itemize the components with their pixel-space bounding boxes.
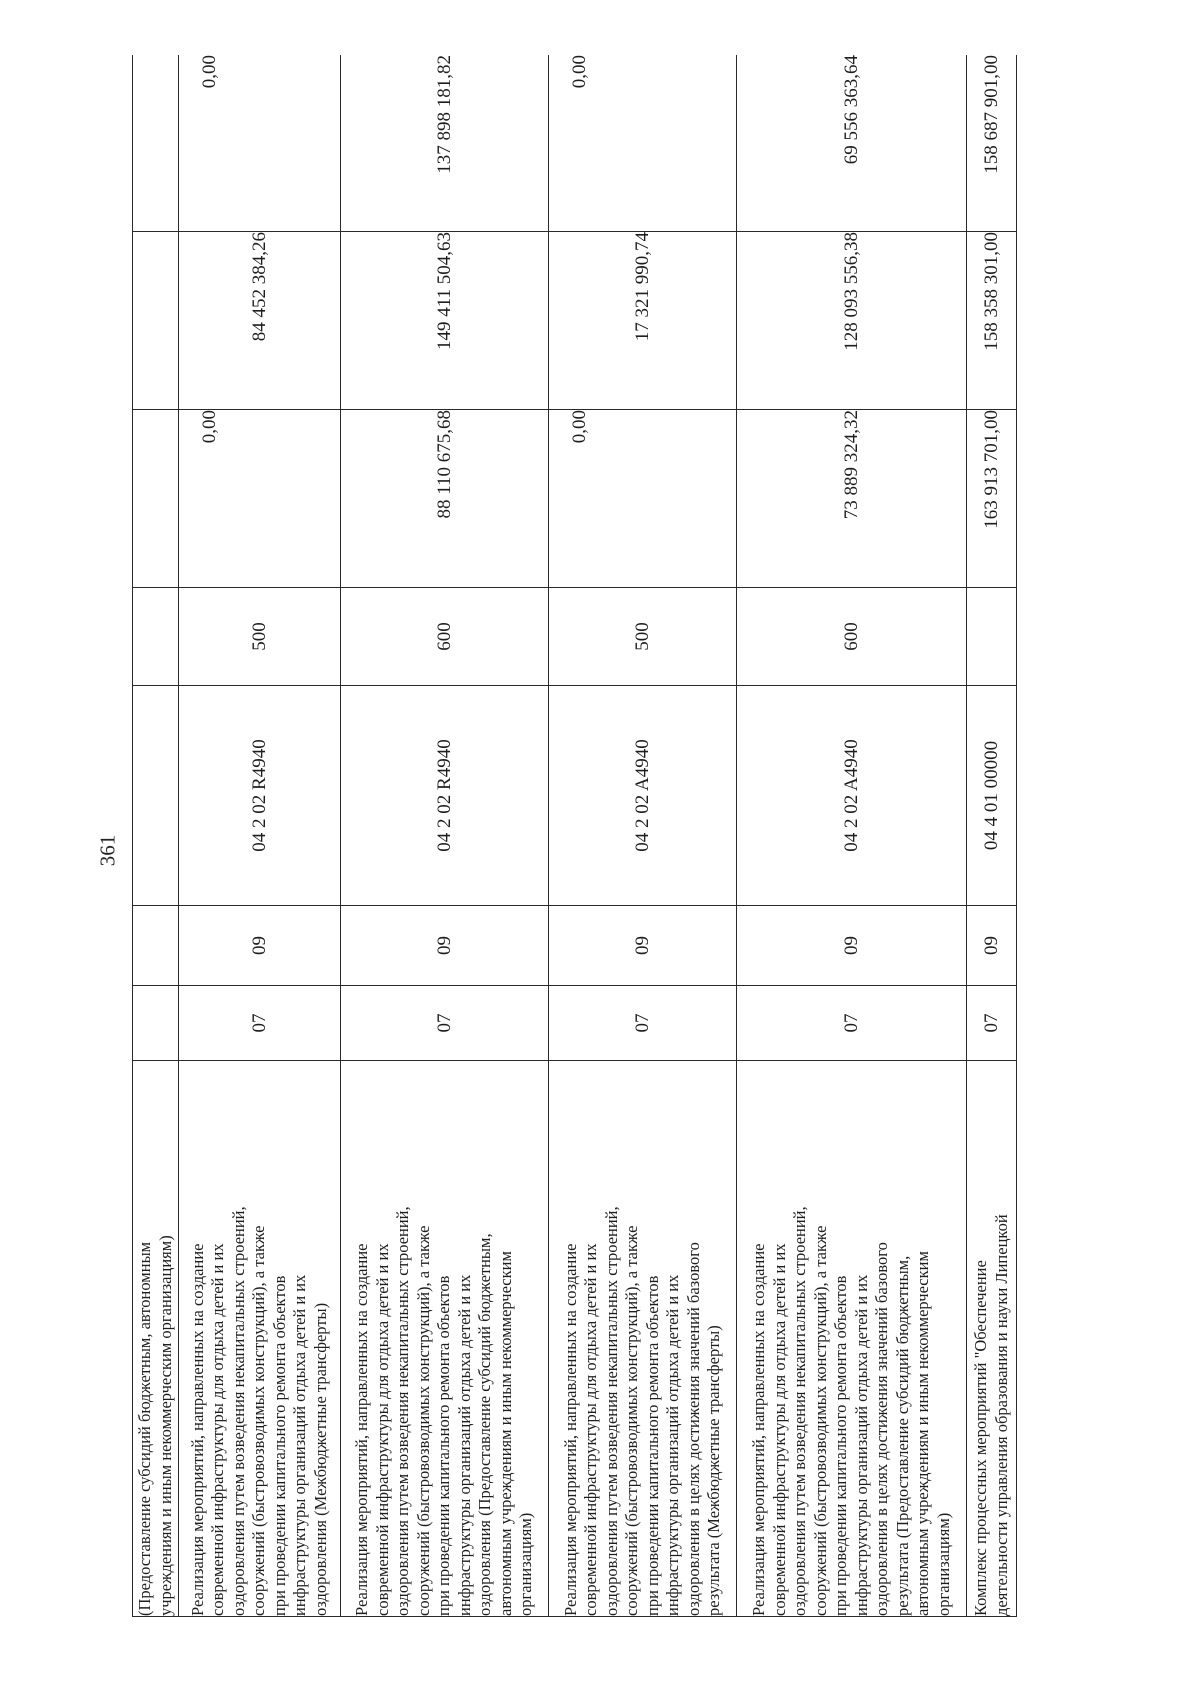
subsection-code-cell: 09 [737,906,967,986]
amount-year3-cell: 69 556 363,64 [737,55,967,232]
subsection-code-cell: 09 [549,906,737,986]
row-name-cell: Реализация мероприятий, направленных на создание современной инфраструктуры для отдыха детей и их оздоровления путем возведения некапитальных строений, сооружений (быстровозводимых конструкций), а также при проведении капитального ремонта объектов инфраструктуры организаций отдыха детей и их оздоровления (Межбюджетные трансферты) [179,1061,341,1617]
section-code-cell [133,986,179,1061]
amount-year1-cell: 73 889 324,32 [737,410,967,588]
section-code-cell: 07 [341,986,549,1061]
target-article-cell [133,686,179,906]
target-article-cell: 04 2 02 A4940 [549,686,737,906]
amount-year3-cell: 158 687 901,00 [967,55,1017,232]
amount-year3-cell: 0,00 [549,55,737,232]
section-code-cell: 07 [967,986,1017,1061]
amount-year1-cell: 0,00 [549,410,737,588]
budget-table [132,55,1017,1617]
subsection-code-cell: 09 [179,906,341,986]
target-article-cell: 04 2 02 R4940 [341,686,549,906]
amount-year2-cell: 158 358 301,00 [967,232,1017,410]
amount-year1-cell: 0,00 [179,410,341,588]
table-row [549,55,737,1617]
row-name-cell: (Предоставление субсидий бюджетным, автономным учреждениям и иным некоммерческим организациям) [133,1061,179,1617]
amount-year1-cell: 163 913 701,00 [967,410,1017,588]
subsection-code-cell [133,906,179,986]
table-row [179,55,341,1617]
table-row [737,55,967,1617]
row-name-cell: Реализация мероприятий, направленных на создание современной инфраструктуры для отдыха детей и их оздоровления путем возведения некапитальных строений, сооружений (быстровозводимых конструкций), а также при проведении капитального ремонта объектов инфраструктуры организаций отдыха детей и их оздоровления в целях достижения значений базового результата (Предоставление субсидий бюджетным, автономным учреждениям и иным некоммерческим организациям) [737,1061,967,1617]
row-name-cell: Комплекс процессных мероприятий "Обеспечение деятельности управления образования и науки Липецкой [967,1061,1017,1617]
section-code-cell: 07 [549,986,737,1061]
section-code-cell: 07 [737,986,967,1061]
amount-year2-cell: 84 452 384,26 [179,232,341,410]
amount-year3-cell: 0,00 [179,55,341,232]
expense-type-cell: 600 [737,588,967,686]
target-article-cell: 04 2 02 R4940 [179,686,341,906]
expense-type-cell: 500 [549,588,737,686]
amount-year2-cell [133,232,179,410]
amount-year3-cell: 137 898 181,82 [341,55,549,232]
table-row [341,55,549,1617]
amount-year1-cell: 88 110 675,68 [341,410,549,588]
section-code-cell: 07 [179,986,341,1061]
row-name-cell: Реализация мероприятий, направленных на создание современной инфраструктуры для отдыха детей и их оздоровления путем возведения некапитальных строений, сооружений (быстровозводимых конструкций), а также при проведении капитального ремонта объектов инфраструктуры организаций отдыха детей и их оздоровления (Предоставление субсидий бюджетным, автономным учреждениям и иным некоммерческим организациям) [341,1061,549,1617]
expense-type-cell [133,588,179,686]
target-article-cell: 04 2 02 A4940 [737,686,967,906]
expense-type-cell: 600 [341,588,549,686]
subsection-code-cell: 09 [341,906,549,986]
subsection-code-cell: 09 [967,906,1017,986]
table-row [967,55,1017,1617]
document-sheet [132,55,1108,1617]
table-row [133,55,179,1617]
page-number: 361 [95,834,120,867]
expense-type-cell: 500 [179,588,341,686]
rotated-landscape-page [132,55,1108,1617]
amount-year3-cell [133,55,179,232]
expense-type-cell [967,588,1017,686]
row-name-cell: Реализация мероприятий, направленных на создание современной инфраструктуры для отдыха детей и их оздоровления путем возведения некапитальных строений, сооружений (быстровозводимых конструкций), а также при проведении капитального ремонта объектов инфраструктуры организаций отдыха детей и их оздоровления в целях достижения значений базового результата (Межбюджетные трансферты) [549,1061,737,1617]
amount-year2-cell: 128 093 556,38 [737,232,967,410]
target-article-cell: 04 4 01 00000 [967,686,1017,906]
amount-year2-cell: 149 411 504,63 [341,232,549,410]
amount-year1-cell [133,410,179,588]
amount-year2-cell: 17 321 990,74 [549,232,737,410]
